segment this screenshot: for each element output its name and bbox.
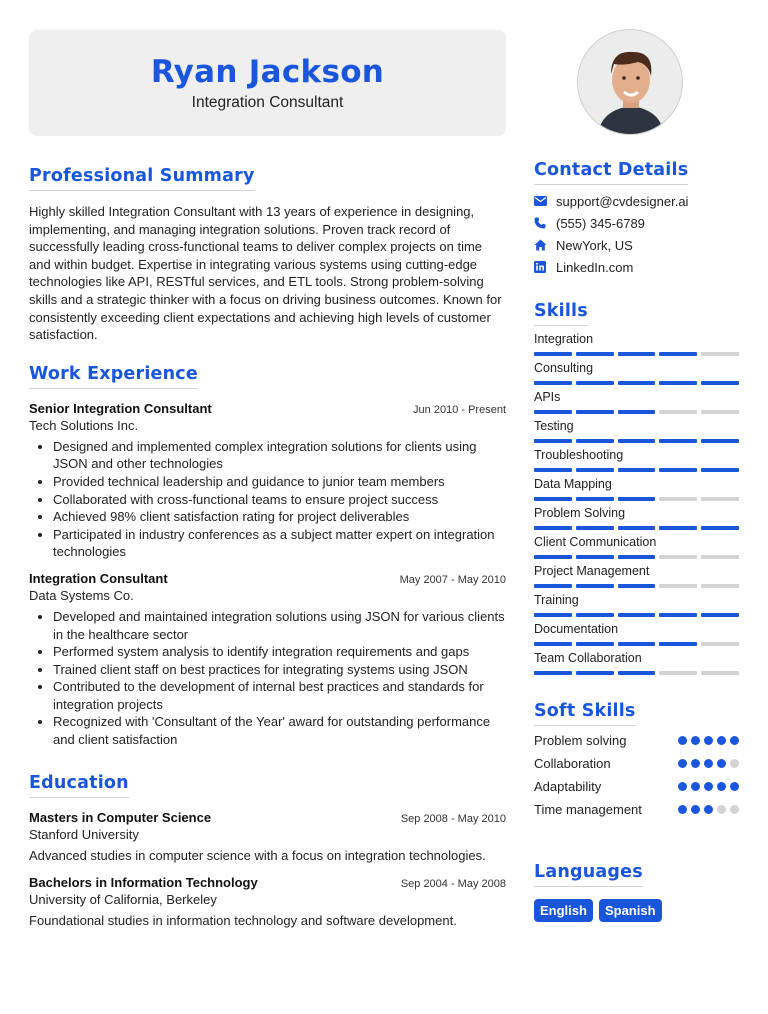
skill-level-segment xyxy=(576,526,614,530)
skill-level-segment xyxy=(576,352,614,356)
skill-item xyxy=(534,593,739,617)
skill-level-segment xyxy=(618,671,656,675)
resume-header xyxy=(29,30,506,136)
rating-dot xyxy=(704,782,713,791)
skill-level-segment xyxy=(534,497,572,501)
skill-name: Project Management xyxy=(534,564,650,578)
job-company: Data Systems Co. xyxy=(29,587,134,603)
skill-level-bar xyxy=(534,642,739,646)
skill-level-segment xyxy=(576,584,614,588)
right-column xyxy=(534,160,739,922)
skill-level-segment xyxy=(618,584,656,588)
skill-name: Documentation xyxy=(534,622,619,636)
skill-level-segment xyxy=(534,642,572,646)
skill-item xyxy=(534,506,739,530)
rating-dot xyxy=(678,782,687,791)
contact-phone[interactable] xyxy=(534,215,739,231)
skill-name: Problem Solving xyxy=(534,506,626,520)
skill-level-segment xyxy=(659,468,697,472)
skill-level-segment xyxy=(701,410,739,414)
skill-level-segment xyxy=(659,642,697,646)
contact-linkedin[interactable] xyxy=(534,259,739,275)
skills-heading: Skills xyxy=(534,301,588,326)
soft-skill-name: Time management xyxy=(534,802,642,817)
skill-level-segment xyxy=(618,613,656,617)
soft-skill-name: Problem solving xyxy=(534,733,627,748)
skill-item xyxy=(534,332,739,356)
contact-text: LinkedIn.com xyxy=(556,259,634,275)
skill-item xyxy=(534,477,739,501)
skill-name: Data Mapping xyxy=(534,477,612,491)
skill-level-segment xyxy=(534,555,572,559)
skill-level-bar xyxy=(534,439,739,443)
skill-level-segment xyxy=(534,671,572,675)
skill-level-segment xyxy=(618,439,656,443)
skill-level-segment xyxy=(618,555,656,559)
skill-level-segment xyxy=(659,584,697,588)
skill-level-bar xyxy=(534,526,739,530)
skill-level-segment xyxy=(659,410,697,414)
summary-text: Highly skilled Integration Consultant with 13 years of experience in designing, implementing, and managing integration solutions. Proven track record of successfully leading cross-functional teams to deliver complex projects on time and within budget. Expertise in integrating various systems using cutting-edge technologies like API, RESTful services, and ETL tools. Strong problem-solving skills and a strategic thinker with a focus on driving business outcomes. Known for consistently exceeding client expectations and achieving high levels of customer satisfaction. xyxy=(29,204,502,343)
skill-level-segment xyxy=(659,526,697,530)
skill-level-segment xyxy=(701,497,739,501)
skill-item xyxy=(534,535,739,559)
skill-level-segment xyxy=(534,439,572,443)
education-dates: Sep 2008 - May 2010 xyxy=(400,812,506,825)
skill-level-segment xyxy=(576,381,614,385)
job-bullet: • Recognized with 'Consultant of the Year' award for outstanding performance and client satisfaction xyxy=(53,713,506,748)
left-column xyxy=(29,166,506,928)
skill-level-segment xyxy=(701,584,739,588)
skill-level-segment xyxy=(534,584,572,588)
skill-level-segment xyxy=(659,613,697,617)
soft-skill-item xyxy=(534,755,739,772)
skill-item xyxy=(534,564,739,588)
skill-level-segment xyxy=(701,439,739,443)
candidate-title: Integration Consultant xyxy=(191,94,344,111)
job-bullet: • Provided technical leadership and guidance to junior team members xyxy=(53,473,506,491)
job-bullet: • Performed system analysis to identify integration requirements and gaps xyxy=(53,643,506,661)
skill-level-bar xyxy=(534,584,739,588)
skill-item xyxy=(534,622,739,646)
skill-level-segment xyxy=(576,410,614,414)
contact-location xyxy=(534,237,739,253)
skill-level-segment xyxy=(659,439,697,443)
education-description: Advanced studies in computer science with a focus on integration technologies. xyxy=(29,847,486,863)
job-title: Integration Consultant xyxy=(29,570,168,586)
skill-level-segment xyxy=(534,410,572,414)
job-entry xyxy=(29,571,506,749)
skills-list xyxy=(534,332,739,675)
skill-name: APIs xyxy=(534,390,561,404)
rating-dot xyxy=(691,759,700,768)
degree-title: Bachelors in Information Technology xyxy=(29,874,258,890)
rating-dot xyxy=(691,782,700,791)
contact-text: NewYork, US xyxy=(556,237,633,253)
soft-skill-rating xyxy=(678,782,739,791)
soft-skill-rating xyxy=(678,759,739,768)
language-badge: Spanish xyxy=(599,899,662,922)
language-badge: English xyxy=(534,899,593,922)
skill-level-bar xyxy=(534,497,739,501)
skill-level-segment xyxy=(701,526,739,530)
skill-name: Testing xyxy=(534,419,574,433)
rating-dot xyxy=(730,736,739,745)
soft-skill-item xyxy=(534,732,739,749)
skill-name: Client Communication xyxy=(534,535,657,549)
profile-photo xyxy=(578,30,683,135)
skill-level-bar xyxy=(534,671,739,675)
skill-level-segment xyxy=(701,555,739,559)
education-heading: Education xyxy=(29,773,129,798)
skill-level-segment xyxy=(659,381,697,385)
soft-skill-rating xyxy=(678,736,739,745)
job-entry xyxy=(29,401,506,561)
skill-item xyxy=(534,361,739,385)
skill-level-segment xyxy=(576,642,614,646)
skill-name: Training xyxy=(534,593,579,607)
skill-level-segment xyxy=(659,352,697,356)
skill-level-segment xyxy=(618,410,656,414)
rating-dot xyxy=(717,759,726,768)
skill-level-segment xyxy=(576,555,614,559)
candidate-name: Ryan Jackson xyxy=(150,54,385,90)
languages-list xyxy=(534,899,739,922)
phone-icon xyxy=(534,217,556,229)
skill-level-segment xyxy=(576,468,614,472)
rating-dot xyxy=(730,759,739,768)
job-bullet: • Collaborated with cross-functional teams to ensure project success xyxy=(53,491,506,509)
soft-skills-list xyxy=(534,732,739,818)
skill-name: Integration xyxy=(534,332,594,346)
rating-dot xyxy=(730,782,739,791)
skill-level-segment xyxy=(618,468,656,472)
skill-level-segment xyxy=(659,555,697,559)
avatar xyxy=(577,29,683,135)
skill-level-bar xyxy=(534,410,739,414)
experience-heading: Work Experience xyxy=(29,364,198,389)
skill-level-bar xyxy=(534,555,739,559)
job-bullet: • Developed and maintained integration solutions using JSON for various clients in the healthcare sector xyxy=(53,608,506,643)
skill-level-segment xyxy=(534,526,572,530)
skill-item xyxy=(534,651,739,675)
skill-name: Consulting xyxy=(534,361,594,375)
skill-level-segment xyxy=(701,381,739,385)
skill-level-segment xyxy=(534,381,572,385)
contact-heading: Contact Details xyxy=(534,160,688,185)
skill-name: Troubleshooting xyxy=(534,448,624,462)
rating-dot xyxy=(704,736,713,745)
skill-level-segment xyxy=(534,613,572,617)
job-dates: May 2007 - May 2010 xyxy=(399,573,506,586)
rating-dot xyxy=(678,736,687,745)
rating-dot xyxy=(691,805,700,814)
envelope-icon xyxy=(534,196,556,206)
job-bullet: • Designed and implemented complex integration solutions for clients using JSON and other technologies xyxy=(53,438,506,473)
soft-skill-name: Collaboration xyxy=(534,756,611,771)
rating-dot xyxy=(717,805,726,814)
rating-dot xyxy=(717,782,726,791)
job-bullet: • Contributed to the development of internal best practices and standards for integration projects xyxy=(53,678,506,713)
skill-level-bar xyxy=(534,613,739,617)
degree-title: Masters in Computer Science xyxy=(29,809,212,825)
skill-level-segment xyxy=(701,352,739,356)
skill-level-segment xyxy=(618,526,656,530)
job-bullet: • Achieved 98% client satisfaction rating for project deliverables xyxy=(53,508,506,526)
skill-level-bar xyxy=(534,352,739,356)
rating-dot xyxy=(730,805,739,814)
soft-skill-item xyxy=(534,778,739,795)
skill-name: Team Collaboration xyxy=(534,651,642,665)
education-dates: Sep 2004 - May 2008 xyxy=(400,877,506,890)
job-company: Tech Solutions Inc. xyxy=(29,417,139,433)
home-icon xyxy=(534,239,556,251)
education-description: Foundational studies in information technology and software development. xyxy=(29,912,457,928)
rating-dot xyxy=(704,805,713,814)
skill-level-bar xyxy=(534,381,739,385)
skill-level-segment xyxy=(618,381,656,385)
skill-level-segment xyxy=(534,352,572,356)
skill-level-segment xyxy=(576,497,614,501)
soft-skill-item xyxy=(534,801,739,818)
soft-skill-name: Adaptability xyxy=(534,779,602,794)
soft-skills-heading: Soft Skills xyxy=(534,701,636,726)
rating-dot xyxy=(717,736,726,745)
skill-level-segment xyxy=(576,613,614,617)
rating-dot xyxy=(704,759,713,768)
job-bullet: • Trained client staff on best practices for integrating systems using JSON xyxy=(53,661,506,679)
rating-dot xyxy=(678,805,687,814)
languages-heading: Languages xyxy=(534,862,643,887)
contact-text: (555) 345-6789 xyxy=(556,215,645,231)
skill-level-segment xyxy=(618,497,656,501)
job-bullet: • Participated in industry conferences as a subject matter expert on integration technologies xyxy=(53,526,506,561)
contact-text: support@cvdesigner.ai xyxy=(556,193,689,209)
education-entry xyxy=(29,810,506,863)
education-entry xyxy=(29,875,506,928)
skill-item xyxy=(534,448,739,472)
summary-heading: Professional Summary xyxy=(29,166,255,191)
job-title: Senior Integration Consultant xyxy=(29,400,212,416)
skill-level-segment xyxy=(701,613,739,617)
skill-level-segment xyxy=(659,671,697,675)
skill-level-segment xyxy=(618,352,656,356)
rating-dot xyxy=(691,736,700,745)
skill-level-bar xyxy=(534,468,739,472)
skill-item xyxy=(534,390,739,414)
skill-level-segment xyxy=(701,642,739,646)
linkedin-icon xyxy=(534,261,556,273)
skill-level-segment xyxy=(618,642,656,646)
skill-level-segment xyxy=(576,671,614,675)
skill-level-segment xyxy=(701,468,739,472)
skill-level-segment xyxy=(659,497,697,501)
skill-level-segment xyxy=(534,468,572,472)
job-dates: Jun 2010 - Present xyxy=(413,403,506,416)
school-name: University of California, Berkeley xyxy=(29,891,217,907)
rating-dot xyxy=(678,759,687,768)
skill-level-segment xyxy=(576,439,614,443)
contact-email[interactable] xyxy=(534,193,739,209)
skill-item xyxy=(534,419,739,443)
skill-level-segment xyxy=(701,671,739,675)
school-name: Stanford University xyxy=(29,826,139,842)
soft-skill-rating xyxy=(678,805,739,814)
